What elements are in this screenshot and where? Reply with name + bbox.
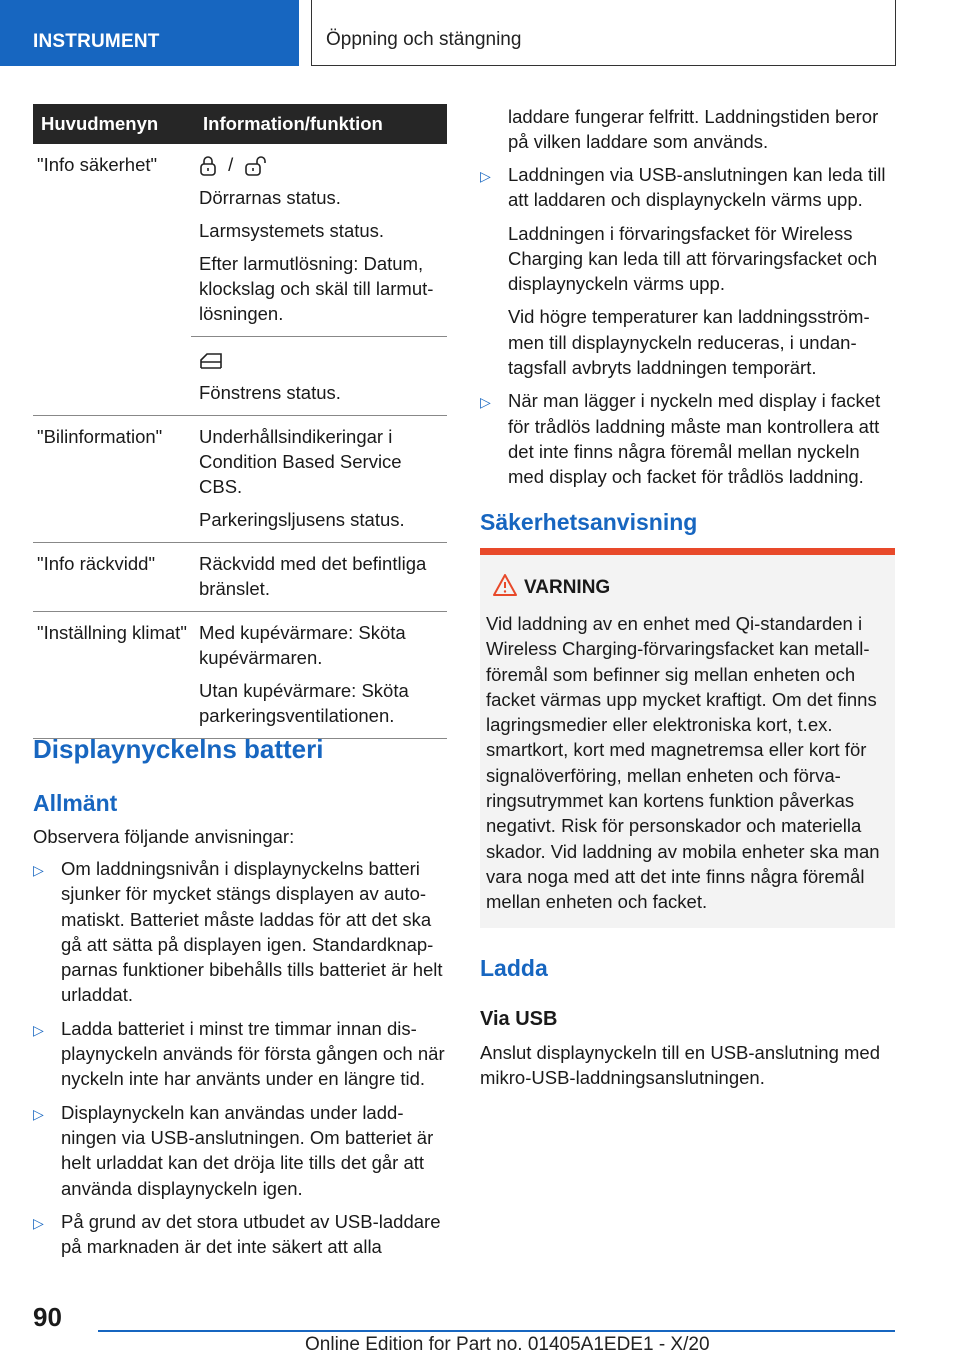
window-icon (199, 352, 223, 370)
list-item: ▷ På grund av det stora utbudet av USB-laddare på marknaden är det inte säkert att alla (33, 1210, 441, 1258)
list-item: ▷ Laddningen via USB-anslutningen kan leda till att laddaren och displaynyckeln värms upp. Laddningen i förvaringsfacket för Wireless Charging kan leda till att förvaringsfacket och displaynyckeln värms upp. Vid högre temperaturer kan laddningsströmmen till displaynyckeln reduceras, i undantagsfall avbryts laddningen temporärt. (480, 164, 886, 379)
info-text: Efter larmutlösning: Datum, klockslag och skäl till larmutlösningen. (199, 253, 434, 324)
table-cell-menu: "Info säkerhet" (37, 154, 158, 175)
info-text: Larmsystemets status. (199, 220, 385, 241)
usb-text: Anslut displaynyckeln till en USB-anslutning med mikro-USB-laddningsanslutningen. (480, 1042, 881, 1088)
info-text: Parkeringsljusens status. (199, 509, 405, 530)
section-heading: Displaynyckelns batteri (33, 734, 324, 764)
triangle-bullet-icon: ▷ (33, 1214, 44, 1231)
table-cell-menu (33, 337, 191, 416)
table-row (33, 416, 447, 543)
continued-text: laddare fungerar felfritt. Laddningstiden beror på vilken laddare som används. (508, 106, 879, 152)
intro-text: Observera följande anvisningar: (33, 826, 295, 847)
info-text: Med kupévärmare: Sköta kupévärmaren. (199, 622, 406, 668)
table-row (33, 543, 447, 612)
charging-bullet-list (480, 162, 896, 498)
info-text: Fönstrens status. (199, 382, 341, 403)
table-header-menu: Huvudmenyn (33, 104, 191, 144)
triangle-bullet-icon: ▷ (33, 1021, 44, 1038)
warning-text: Vid laddning av en enhet med Qi-standarden i Wireless Charging-förvaringsfacket kan metallföremål som befinner sig mellan enheten och facket värmas upp mycket kraftigt. Om det finns lagringsmedier eller elektroniska kort, t.ex. smartkort, kort med magnetremsa eller kort för signalöverföring, mellan enheten och förvaringsutrymmet kan kortens funktion påverkas negativt. Risk för personskador och materiella skador. Vid laddning av mobila enheter ska man vara noga med att det inte finns några föremål mellan enheten och facket. (486, 613, 880, 913)
warning-box (480, 548, 895, 928)
table-row (33, 612, 447, 739)
table-cell-info (191, 144, 447, 337)
triangle-bullet-icon: ▷ (480, 168, 491, 184)
info-text: Räckvidd med det befintliga bränslet. (199, 553, 427, 599)
info-text: Utan kupévärmare: Sköta parkeringsventilationen. (199, 680, 409, 726)
table-cell-info (191, 337, 447, 416)
lock-closed-icon (199, 156, 217, 176)
list-item: ▷ Ladda batteriet i minst tre timmar innan displaynyckeln används för första gången och när nyckeln inte har använts under en längre tid. (33, 1017, 445, 1090)
list-item: ▷ Om laddningsnivån i displaynyckelns batteri sjunker för mycket stängs displayen av automatiskt. Batteriet måste laddas för att det ska gå att sätta på displayen igen. Standardknapparnas funktioner bibehålls tills batteriet är helt urladdat. (33, 858, 443, 1006)
icon-separator: / (228, 154, 234, 175)
triangle-bullet-icon: ▷ (480, 394, 491, 411)
table-cell-menu: "Inställning klimat" (33, 612, 191, 739)
footer-rule (98, 1330, 895, 1332)
warning-title: VARNING (486, 577, 885, 605)
subsection-heading: Säkerhetsanvisning (480, 509, 698, 535)
triangle-bullet-icon: ▷ (33, 862, 44, 878)
table-cell-info (191, 612, 447, 739)
warning-triangle-icon (492, 573, 518, 597)
table-cell-info (191, 543, 447, 612)
subsubsection-heading: Via USB (480, 1008, 558, 1030)
info-text: Underhållsindikeringar i Condition Based Service CBS. (199, 426, 402, 497)
table-cell-info (191, 416, 447, 543)
page-number: 90 (33, 1302, 62, 1332)
table-cell-menu: "Info räckvidd" (33, 543, 191, 612)
subsection-heading: Ladda (480, 955, 548, 981)
table-row (33, 337, 447, 416)
menu-table (33, 104, 447, 739)
subsection-heading: Allmänt (33, 790, 118, 816)
list-item: ▷ Displaynyckeln kan användas under laddningen via USB-anslutningen. Om batteriet är helt urladdat kan det dröja lite tills det går att använda displaynyckeln igen. (33, 1101, 434, 1199)
lock-open-icon (244, 156, 270, 176)
info-text: Dörrarnas status. (199, 187, 341, 208)
table-row (33, 144, 447, 337)
chapter-title: Öppning och stängning (311, 0, 896, 66)
table-cell-menu: "Bilinformation" (33, 416, 191, 543)
list-item: ▷ När man lägger i nyckeln med display i facket för trådlös laddning måste man kontrollera att det inte finns några föremål mellan nyckeln med display och facket för trådlös laddning. (480, 390, 881, 488)
triangle-bullet-icon: ▷ (33, 1105, 44, 1122)
battery-bullet-list (33, 856, 447, 1267)
table-header-info: Information/funktion (191, 104, 447, 144)
section-tab: INSTRUMENT (0, 0, 299, 66)
table-header-row (33, 104, 447, 144)
footer-edition: Online Edition for Part no. 01405A1EDE1 - X/20 (305, 1334, 710, 1355)
